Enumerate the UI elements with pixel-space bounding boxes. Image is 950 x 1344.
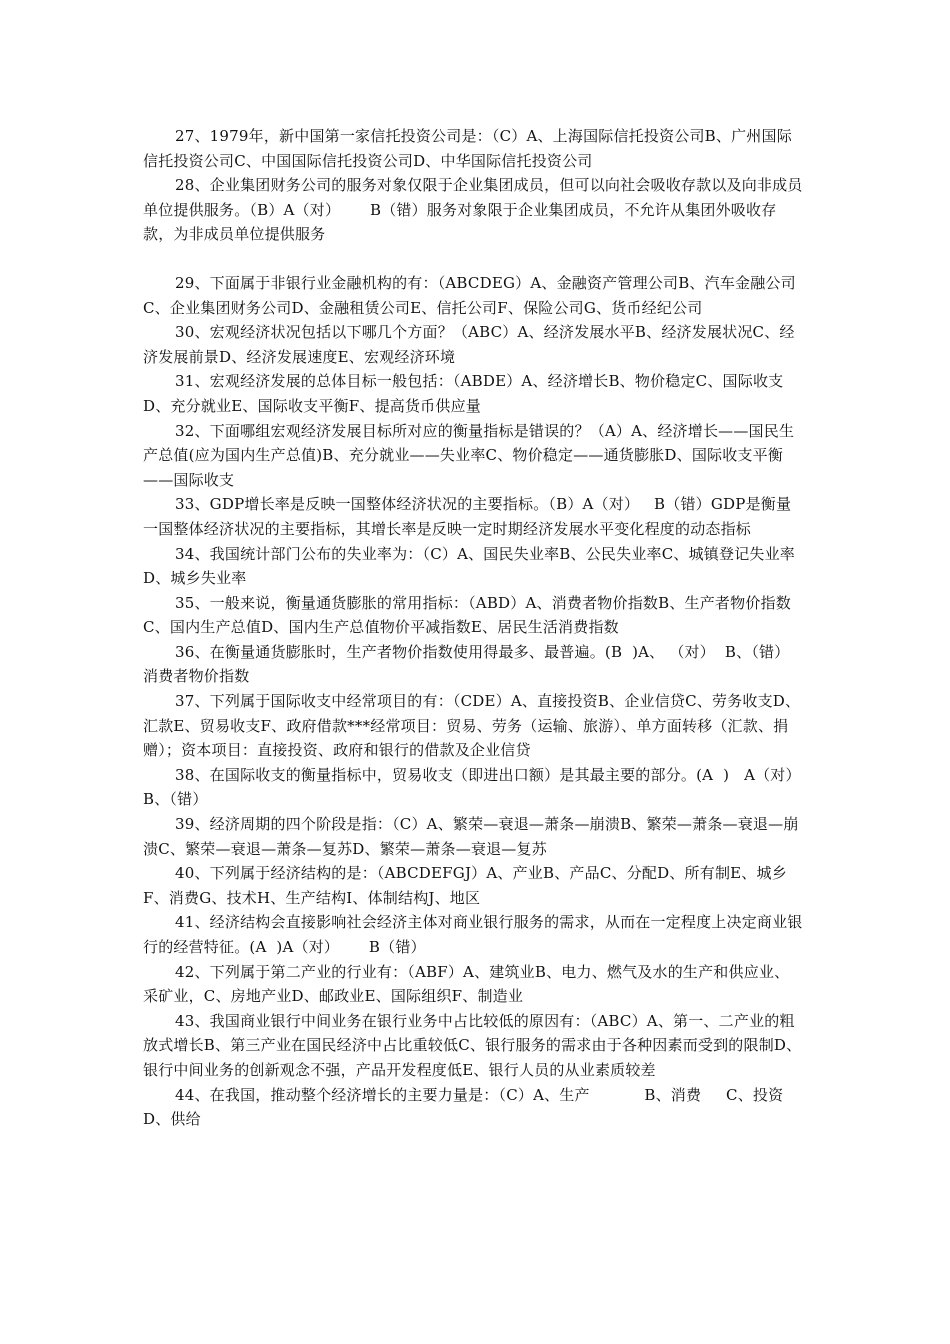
question-31: 31、宏观经济发展的总体目标一般包括：（ABDE）A、经济增长B、物价稳定C、国际收支D、充分就业E、国际收支平衡F、提高货币供应量 <box>143 372 784 415</box>
question-30: 30、宏观经济状况包括以下哪几个方面？（ABC）A、经济发展水平B、经济发展状况C、经济发展前景D、经济发展速度E、宏观经济环境 <box>143 323 795 366</box>
question-34: 34、我国统计部门公布的失业率为：（C）A、国民失业率B、公民失业率C、城镇登记失业率D、城乡失业率 <box>143 544 796 588</box>
question-35: 35、一般来说，衡量通货膨胀的常用指标：（ABD）A、消费者物价指数B、生产者物价指数C、国内生产总值D、国内生产总值物价平减指数E、居民生活消费指数 <box>143 593 791 637</box>
question-28: 28、企业集团财务公司的服务对象仅限于企业集团成员，但可以向社会吸收存款以及向非成员单位提供服务。（B）A（对） B（错）服务对象限于企业集团成员，不允许从集团外吸收存款，为非成员单位提供服务 <box>143 176 803 244</box>
blank-line <box>143 247 803 271</box>
question-44: 44、在我国，推动整个经济增长的主要力量是：（C）A、生产 B、消费 C、投资 D、供给 <box>143 1085 838 1129</box>
question-37: 37、下列属于国际收支中经常项目的有：（CDE）A、直接投资B、企业信贷C、劳务收支D、汇款E、贸易收支F、政府借款***经常项目：贸易、劳务（运输、旅游）、单方面转移（汇款、捐赠）；资本项目：直接投资、政府和银行的借款及企业信贷 <box>143 692 801 760</box>
question-29: 29、下面属于非银行业金融机构的有：（ABCDEG）A、金融资产管理公司B、汽车金融公司C、企业集团财务公司D、金融租赁公司E、信托公司F、保险公司G、货币经纪公司 <box>143 273 796 317</box>
question-41: 41、经济结构会直接影响社会经济主体对商业银行服务的需求，从而在一定程度上决定商业银行的经营特征。(A )A（对） B（错） <box>143 913 803 956</box>
question-40: 40、下列属于经济结构的是：（ABCDEFGJ）A、产业B、产品C、分配D、所有制E、城乡F、消费G、技术H、生产结构I、体制结构J、地区 <box>143 864 787 907</box>
question-32: 32、下面哪组宏观经济发展目标所对应的衡量指标是错误的？（A）A、经济增长——国民生产总值(应为国内生产总值)B、充分就业——失业率C、物价稳定——通货膨胀D、国际收支平衡——国际收支 <box>143 421 795 489</box>
question-33: 33、GDP增长率是反映一国整体经济状况的主要指标。（B）A（对） B（错）GDP是衡量一国整体经济状况的主要指标，其增长率是反映一定时期经济发展水平变化程度的动态指标 <box>143 495 792 538</box>
question-27: 27、1979年，新中国第一家信托投资公司是：（C）A、上海国际信托投资公司B、广州国际信托投资公司C、中国国际信托投资公司D、中华国际信托投资公司 <box>143 127 792 170</box>
question-43: 43、我国商业银行中间业务在银行业务中占比较低的原因有：（ABC）A、第一、二产业的粗放式增长B、第三产业在国民经济中占比重较低C、银行服务的需求由于各种因素而受到的限制D、银行中间业务的创新观念不强，产品开发程度低E、银行人员的从业素质较差 <box>143 1011 802 1079</box>
document-body <box>143 124 838 1132</box>
question-39: 39、经济周期的四个阶段是指：（C）A、繁荣—衰退—萧条—崩溃B、繁荣—萧条—衰退—崩溃C、繁荣—衰退—萧条—复苏D、繁荣—萧条—衰退—复苏 <box>143 815 799 858</box>
question-38: 38、在国际收支的衡量指标中，贸易收支（即进出口额）是其最主要的部分。(A ) A（对） B、（错） <box>143 765 816 809</box>
question-36: 36、在衡量通货膨胀时，生产者物价指数使用得最多、最普遍。(B )A、 （对） B、（错）消费者物价指数 <box>143 642 790 686</box>
question-42: 42、下列属于第二产业的行业有：（ABF）A、建筑业B、电力、燃气及水的生产和供应业、采矿业，C、房地产业D、邮政业E、国际组织F、制造业 <box>143 962 790 1006</box>
